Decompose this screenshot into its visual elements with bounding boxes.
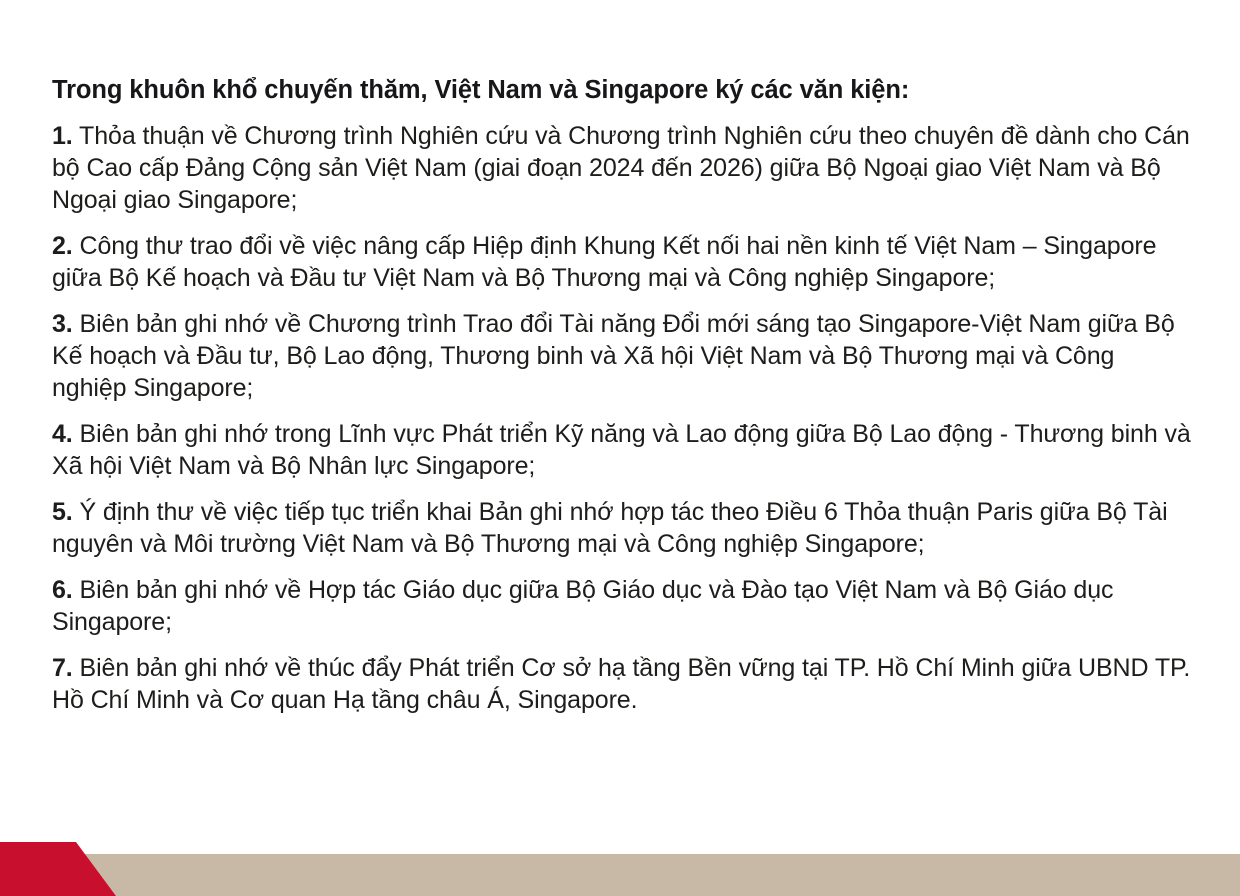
list-item-text: Biên bản ghi nhớ về thúc đẩy Phát triển Cơ sở hạ tầng Bền vững tại TP. Hồ Chí Minh giữa UBND TP. Hồ Chí Minh và Cơ quan Hạ tầng châu Á, Singapore. xyxy=(52,653,1191,714)
list-item-text: Ý định thư về việc tiếp tục triển khai Bản ghi nhớ hợp tác theo Điều 6 Thỏa thuận Paris giữa Bộ Tài nguyên và Môi trường Việt Nam và Bộ Thương mại và Công nghiệp Singapore; xyxy=(52,497,1168,558)
list-item-text: Công thư trao đổi về việc nâng cấp Hiệp định Khung Kết nối hai nền kinh tế Việt Nam – Singapore giữa Bộ Kế hoạch và Đầu tư Việt Nam và Bộ Thương mại và Công nghiệp Singapore; xyxy=(52,231,1157,292)
list-item xyxy=(52,496,1192,560)
list-item-number: 4. xyxy=(52,419,73,448)
page-title: Trong khuôn khổ chuyến thăm, Việt Nam và Singapore ký các văn kiện: xyxy=(52,76,910,104)
list-item-text: Biên bản ghi nhớ trong Lĩnh vực Phát triển Kỹ năng và Lao động giữa Bộ Lao động - Thương binh và Xã hội Việt Nam và Bộ Nhân lực Singapore; xyxy=(52,419,1191,480)
list-item-text: Thỏa thuận về Chương trình Nghiên cứu và Chương trình Nghiên cứu theo chuyên đề dành cho Cán bộ Cao cấp Đảng Cộng sản Việt Nam (giai đoạn 2024 đến 2026) giữa Bộ Ngoại giao Việt Nam và Bộ Ngoại giao Singapore; xyxy=(52,121,1190,214)
list-item-number: 7. xyxy=(52,653,73,682)
list-item xyxy=(52,120,1192,216)
list-item-number: 6. xyxy=(52,575,73,604)
list-item-text: Biên bản ghi nhớ về Hợp tác Giáo dục giữa Bộ Giáo dục và Đào tạo Việt Nam và Bộ Giáo dục Singapore; xyxy=(52,575,1114,636)
footer-decoration xyxy=(0,842,1240,896)
list-item-text: Biên bản ghi nhớ về Chương trình Trao đổi Tài năng Đổi mới sáng tạo Singapore-Việt Nam giữa Bộ Kế hoạch và Đầu tư, Bộ Lao động, Thương binh và Xã hội Việt Nam và Bộ Thương mại và Công nghiệp Singapore; xyxy=(52,309,1175,402)
list-item xyxy=(52,230,1192,294)
list-item-number: 3. xyxy=(52,309,73,338)
list-item xyxy=(52,574,1192,638)
list-item xyxy=(52,652,1192,716)
document-body xyxy=(52,74,1192,716)
list-item xyxy=(52,308,1192,404)
list-item-number: 5. xyxy=(52,497,73,526)
list-item-number: 1. xyxy=(52,121,73,150)
list-item-number: 2. xyxy=(52,231,73,260)
footer-beige-band xyxy=(0,854,1240,896)
list-item xyxy=(52,418,1192,482)
